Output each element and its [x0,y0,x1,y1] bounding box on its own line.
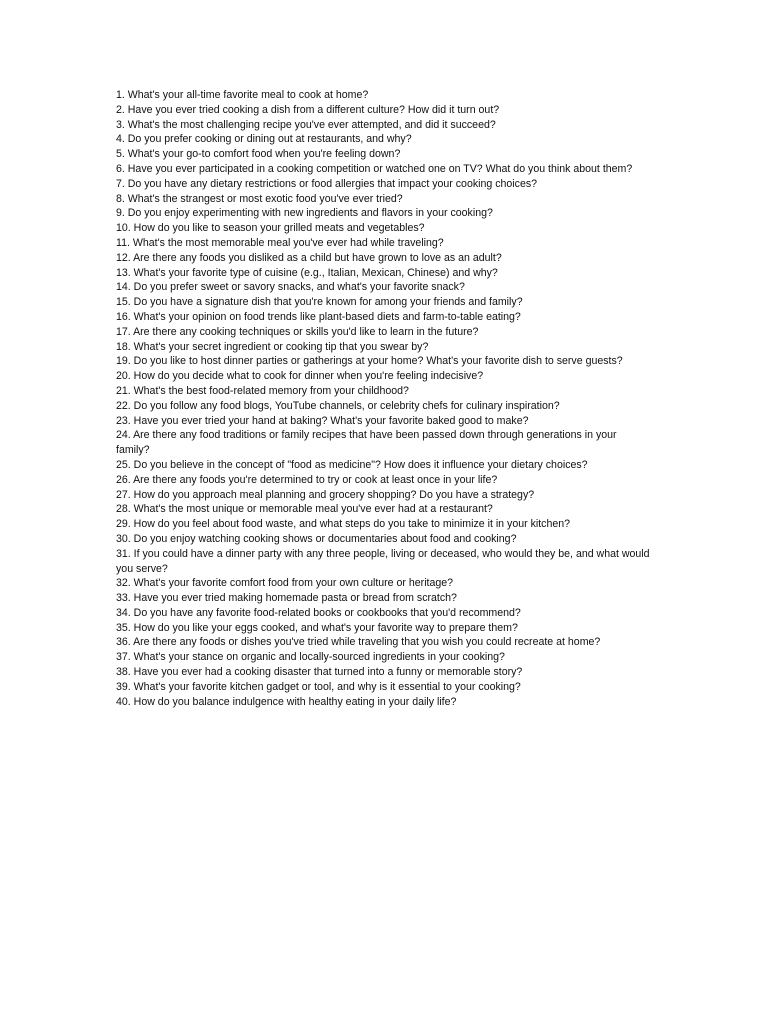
question-item: 2. Have you ever tried cooking a dish from a different culture? How did it turn out? [116,103,500,116]
question-item: 3. What's the most challenging recipe you've ever attempted, and did it succeed? [116,118,496,131]
question-item: 34. Do you have any favorite food-related books or cookbooks that you'd recommend? [116,606,521,619]
question-item: 14. Do you prefer sweet or savory snacks, and what's your favorite snack? [116,281,465,294]
question-item: 1. What's your all-time favorite meal to cook at home? [116,89,369,101]
question-item: 25. Do you believe in the concept of "food as medicine"? How does it influence your dietary choices? [116,458,588,471]
question-item: 12. Are there any foods you disliked as a child but have grown to love as an adult? [116,251,502,264]
question-item: 21. What's the best food-related memory from your childhood? [116,384,409,397]
question-item: 39. What's your favorite kitchen gadget or tool, and why is it essential to your cooking? [116,680,521,693]
question-item: 7. Do you have any dietary restrictions or food allergies that impact your cooking choices? [116,177,538,190]
question-item: 8. What's the strangest or most exotic food you've ever tried? [116,192,403,205]
question-list [116,88,651,709]
question-item: 6. Have you ever participated in a cooking competition or watched one on TV? What do you think about them? [116,162,633,175]
question-item: 16. What's your opinion on food trends like plant-based diets and farm-to-table eating? [116,310,521,323]
question-item: 18. What's your secret ingredient or cooking tip that you swear by? [116,340,429,353]
question-item: 37. What's your stance on organic and locally-sourced ingredients in your cooking? [116,651,505,664]
question-item: 19. Do you like to host dinner parties or gatherings at your home? What's your favorite dish to serve guests? [116,355,623,368]
question-item: 9. Do you enjoy experimenting with new ingredients and flavors in your cooking? [116,207,493,220]
question-item: 20. How do you decide what to cook for dinner when you're feeling indecisive? [116,370,484,383]
question-item: 22. Do you follow any food blogs, YouTube channels, or celebrity chefs for culinary inspiration? [116,399,560,412]
question-item: 40. How do you balance indulgence with healthy eating in your daily life? [116,695,457,708]
question-item: 32. What's your favorite comfort food from your own culture or heritage? [116,577,454,590]
question-item: 28. What's the most unique or memorable meal you've ever had at a restaurant? [116,503,493,516]
question-item: 17. Are there any cooking techniques or skills you'd like to learn in the future? [116,325,479,338]
question-item: 26. Are there any foods you're determined to try or cook at least once in your life? [116,473,498,486]
question-item: 13. What's your favorite type of cuisine (e.g., Italian, Mexican, Chinese) and why? [116,266,498,279]
question-item: 36. Are there any foods or dishes you've tried while traveling that you wish you could recreate at home? [116,636,601,649]
question-item: 38. Have you ever had a cooking disaster that turned into a funny or memorable story? [116,666,523,679]
question-item: 35. How do you like your eggs cooked, and what's your favorite way to prepare them? [116,621,518,634]
question-item: 10. How do you like to season your grilled meats and vegetables? [116,222,425,235]
question-item: 5. What's your go-to comfort food when you're feeling down? [116,148,401,161]
question-item: 24. Are there any food traditions or family recipes that have been passed down through generations in your family? [116,429,617,457]
question-item: 4. Do you prefer cooking or dining out at restaurants, and why? [116,133,412,146]
question-item: 15. Do you have a signature dish that you're known for among your friends and family? [116,296,523,309]
question-item: 23. Have you ever tried your hand at baking? What's your favorite baked good to make? [116,414,529,427]
question-item: 31. If you could have a dinner party with any three people, living or deceased, who would they be, and what would you serve? [116,547,650,575]
question-item: 11. What's the most memorable meal you've ever had while traveling? [116,236,444,249]
question-item: 29. How do you feel about food waste, and what steps do you take to minimize it in your kitchen? [116,518,571,531]
question-item: 33. Have you ever tried making homemade pasta or bread from scratch? [116,592,457,605]
question-item: 30. Do you enjoy watching cooking shows or documentaries about food and cooking? [116,532,517,545]
question-item: 27. How do you approach meal planning and grocery shopping? Do you have a strategy? [116,488,535,501]
